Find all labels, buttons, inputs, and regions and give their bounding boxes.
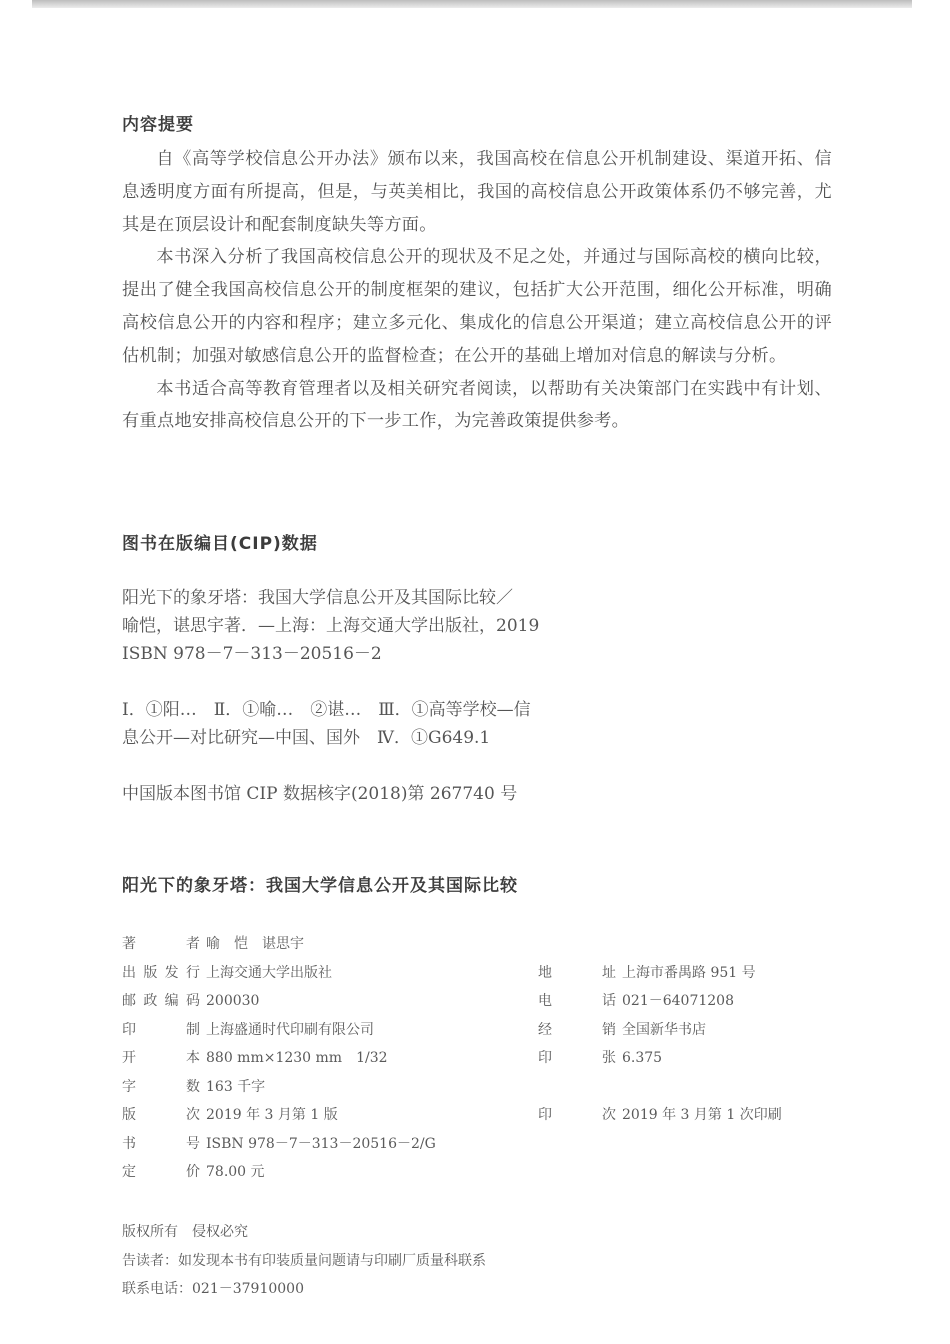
imprint-value: 全国新华书店 bbox=[622, 1021, 706, 1038]
copyright-notice: 版权所有 侵权必究 bbox=[122, 1224, 248, 1240]
imprint-table bbox=[122, 930, 842, 1187]
imprint-label: 版 次 bbox=[122, 1107, 200, 1123]
imprint-row-edition bbox=[122, 1101, 842, 1130]
imprint-label: 定 价 bbox=[122, 1164, 200, 1180]
cip-heading: 图书在版编目(CIP)数据 bbox=[122, 534, 318, 554]
imprint-label: 印 制 bbox=[122, 1021, 200, 1038]
imprint-label: 字 数 bbox=[122, 1078, 200, 1095]
imprint-label: 著 者 bbox=[122, 936, 200, 952]
imprint-row-author bbox=[122, 930, 842, 959]
imprint-label: 邮政编码 bbox=[122, 993, 200, 1009]
cip-line-3: ISBN 978－7－313－20516－2 bbox=[122, 644, 382, 664]
imprint-value: 021－64071208 bbox=[622, 993, 734, 1009]
imprint-label: 经 销 bbox=[538, 1021, 616, 1038]
imprint-value: ISBN 978－7－313－20516－2/G bbox=[206, 1135, 436, 1152]
imprint-row-printer bbox=[122, 1016, 842, 1045]
abstract-paragraph-2: 本书深入分析了我国高校信息公开的现状及不足之处，并通过与国际高校的横向比较，提出了健全我国高校信息公开的制度框架的建议，包括扩大公开范围，细化公开标准，明确高校信息公开的内容和程序；建立多元化、集成化的信息公开渠道；建立高校信息公开的评估机制；加强对敏感信息公开的监督检查；在公开的基础上增加对信息的解读与分析。 bbox=[122, 247, 832, 366]
abstract-heading: 内容提要 bbox=[122, 115, 194, 135]
abstract-paragraph-3: 本书适合高等教育管理者以及相关研究者阅读，以帮助有关决策部门在实践中有计划、有重点地安排高校信息公开的下一步工作，为完善政策提供参考。 bbox=[122, 378, 832, 432]
cip-line-1: 阳光下的象牙塔：我国大学信息公开及其国际比较／ bbox=[122, 588, 513, 608]
imprint-label: 书 号 bbox=[122, 1135, 200, 1152]
imprint-row-format bbox=[122, 1044, 842, 1073]
copyright-footer bbox=[122, 1218, 486, 1304]
cip-class-line-2: 息公开—对比研究—中国、国外 Ⅳ．①G649.1 bbox=[122, 728, 491, 748]
page-top-edge bbox=[32, 0, 912, 8]
imprint-label: 开 本 bbox=[122, 1050, 200, 1066]
imprint-value: 喻 恺 谌思宇 bbox=[206, 936, 304, 952]
contact-phone: 联系电话：021－37910000 bbox=[122, 1281, 304, 1297]
imprint-row-isbn bbox=[122, 1130, 842, 1159]
imprint-label: 印 张 bbox=[538, 1050, 616, 1066]
imprint-label: 地 址 bbox=[538, 964, 616, 981]
reader-notice: 告读者：如发现本书有印装质量问题请与印刷厂质量科联系 bbox=[122, 1252, 486, 1269]
imprint-row-wordcount bbox=[122, 1073, 842, 1102]
cip-record-number bbox=[122, 780, 722, 808]
imprint-label: 印 次 bbox=[538, 1107, 616, 1123]
cip-class-line-1: Ⅰ．①阳… Ⅱ．①喻… ②谌… Ⅲ．①高等学校—信 bbox=[122, 700, 531, 720]
imprint-row-price bbox=[122, 1158, 842, 1187]
imprint-label: 电 话 bbox=[538, 993, 616, 1009]
imprint-value: 6.375 bbox=[622, 1050, 663, 1066]
cip-line-2: 喻恺，谌思宇著．—上海：上海交通大学出版社，2019 bbox=[122, 616, 540, 636]
abstract-body bbox=[122, 143, 832, 438]
cip-classification bbox=[122, 696, 722, 752]
cip-block bbox=[122, 584, 722, 668]
imprint-value: 880 mm×1230 mm 1/32 bbox=[206, 1050, 388, 1066]
cip-record: 中国版本图书馆 CIP 数据核字(2018)第 267740 号 bbox=[122, 784, 518, 804]
imprint-value: 上海盛通时代印刷有限公司 bbox=[206, 1021, 374, 1038]
imprint-value: 上海交通大学出版社 bbox=[206, 964, 332, 981]
imprint-label: 出版发行 bbox=[122, 964, 200, 981]
imprint-value: 163 千字 bbox=[206, 1078, 266, 1095]
imprint-value: 2019 年 3 月第 1 次印刷 bbox=[622, 1107, 782, 1123]
imprint-value: 上海市番禺路 951 号 bbox=[622, 964, 756, 981]
imprint-value: 200030 bbox=[206, 993, 260, 1009]
imprint-row-postcode bbox=[122, 987, 842, 1016]
imprint-row-publisher bbox=[122, 959, 842, 988]
imprint-value: 2019 年 3 月第 1 版 bbox=[206, 1107, 338, 1123]
book-title: 阳光下的象牙塔：我国大学信息公开及其国际比较 bbox=[122, 876, 518, 896]
abstract-paragraph-1: 自《高等学校信息公开办法》颁布以来，我国高校在信息公开机制建设、渠道开拓、信息透明度方面有所提高，但是，与英美相比，我国的高校信息公开政策体系仍不够完善，尤其是在顶层设计和配套制度缺失等方面。 bbox=[122, 149, 832, 235]
imprint-value: 78.00 元 bbox=[206, 1164, 265, 1180]
